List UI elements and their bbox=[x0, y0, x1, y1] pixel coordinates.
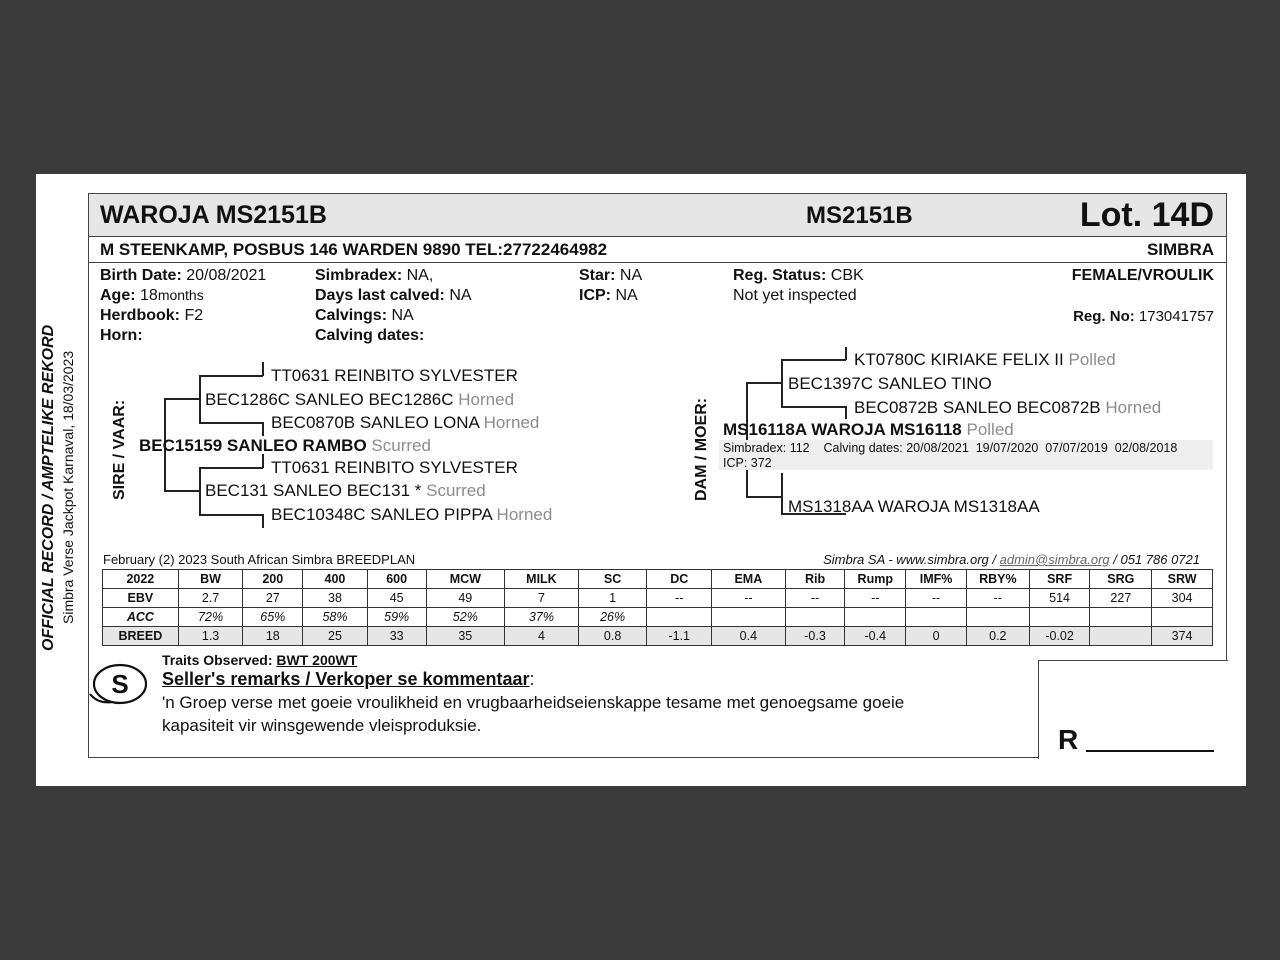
dam-name: MS16118A WAROJA MS16118 Polled bbox=[723, 420, 1014, 439]
sire-sire-bracket-top bbox=[199, 375, 263, 377]
sire-dam-bracket-bottom bbox=[199, 514, 263, 516]
reg-number: Reg. No: 173041757 bbox=[1073, 308, 1214, 325]
horn-label: Horn: bbox=[100, 327, 143, 344]
dam-sire-dam: BEC0872B SANLEO BEC0872B Horned bbox=[854, 398, 1162, 417]
breed-cell: 0 bbox=[906, 627, 967, 646]
dam-icp: ICP: 372 bbox=[723, 456, 772, 470]
acc-cell bbox=[647, 608, 712, 627]
herdbook: Herdbook: F2 bbox=[100, 307, 204, 324]
acc-cell bbox=[845, 608, 906, 627]
dam-sire-dam-tick bbox=[845, 406, 847, 419]
acc-cell: 37% bbox=[505, 608, 579, 627]
ebv-cell: -- bbox=[712, 589, 786, 608]
sire-dam-bracket-top bbox=[199, 467, 263, 469]
breed-name: SIMBRA bbox=[1146, 240, 1214, 259]
dam-sire-bracket-bottom bbox=[781, 406, 846, 408]
calvings: Calvings: NA bbox=[315, 307, 414, 324]
header-cell: RBY% bbox=[966, 570, 1029, 589]
breed-cell: 1.3 bbox=[178, 627, 243, 646]
ebv-cell: 2.7 bbox=[178, 589, 243, 608]
acc-cell: 52% bbox=[426, 608, 505, 627]
dam-simbradex: Simbradex: 112 Calving dates: 20/08/2021 19/07/2020 07/07/2019 02/08/2018 bbox=[723, 441, 1178, 455]
acc-cell: 72% bbox=[178, 608, 243, 627]
star: Star: NA bbox=[579, 267, 643, 284]
sire-sire-bracket-bottom bbox=[199, 422, 263, 424]
breed-cell: 25 bbox=[303, 627, 368, 646]
breed-cell: 0.2 bbox=[966, 627, 1029, 646]
sire-sire-sire: TT0631 REINBITO SYLVESTER bbox=[271, 366, 518, 385]
header-cell: SRF bbox=[1029, 570, 1090, 589]
breed-cell: -0.3 bbox=[785, 627, 845, 646]
price-label: R bbox=[1058, 724, 1079, 755]
dam-sire-bracket-top bbox=[781, 359, 846, 361]
remarks-line-1: 'n Groep verse met goeie vroulikheid en vrugbaarheidseienskappe tesame met genoegsame goeie bbox=[162, 693, 905, 712]
acc-cell: 58% bbox=[303, 608, 368, 627]
header-cell: MILK bbox=[505, 570, 579, 589]
days-last-calved: Days last calved: NA bbox=[315, 287, 472, 304]
ebv-cell: -- bbox=[647, 589, 712, 608]
dam-dam-tick bbox=[262, 514, 264, 528]
sire-dam-bracket bbox=[199, 467, 201, 515]
sire-dam-tick bbox=[262, 422, 264, 436]
price-entry-line[interactable] bbox=[1086, 750, 1214, 752]
header-cell: Rump bbox=[845, 570, 906, 589]
ebv-cell: 45 bbox=[367, 589, 426, 608]
dam-label: DAM / MOER: bbox=[693, 397, 710, 501]
ebv-cell: 304 bbox=[1152, 589, 1213, 608]
header-cell: 600 bbox=[367, 570, 426, 589]
acc-cell: 59% bbox=[367, 608, 426, 627]
breed-cell: 35 bbox=[426, 627, 505, 646]
ebv-cell: 514 bbox=[1029, 589, 1090, 608]
breed-row-label: BREED bbox=[103, 627, 179, 646]
header-cell: DC bbox=[647, 570, 712, 589]
header-cell: 400 bbox=[303, 570, 368, 589]
contact-email-link[interactable]: admin@simbra.org bbox=[999, 552, 1110, 567]
dam-bracket-top bbox=[746, 382, 782, 384]
dam-sire-tick bbox=[262, 454, 264, 468]
acc-cell: 26% bbox=[578, 608, 647, 627]
dam-bracket-bottom bbox=[746, 496, 782, 498]
acc-cell bbox=[966, 608, 1029, 627]
acc-cell bbox=[1090, 608, 1152, 627]
svg-text:S: S bbox=[111, 669, 129, 699]
dam-sire: BEC1397C SANLEO TINO bbox=[788, 374, 992, 393]
header-cell: MCW bbox=[426, 570, 505, 589]
header-cell: EMA bbox=[712, 570, 786, 589]
reg-status: Reg. Status: CBK bbox=[733, 267, 864, 284]
sire-name: BEC15159 SANLEO RAMBO Scurred bbox=[139, 436, 431, 455]
acc-row-label: ACC bbox=[103, 608, 179, 627]
acc-cell bbox=[712, 608, 786, 627]
ebv-table-header-row bbox=[103, 570, 1213, 589]
simbradex: Simbradex: NA, bbox=[315, 267, 434, 284]
acc-cell bbox=[1029, 608, 1090, 627]
birth-date: Birth Date: 20/08/2021 bbox=[100, 267, 267, 284]
sire-label: SIRE / VAAR: bbox=[111, 399, 128, 500]
dam-dam: MS1318AA WAROJA MS1318AA bbox=[788, 497, 1040, 516]
lot-number: Lot. 14D bbox=[1079, 196, 1214, 234]
sire-bracket-bottom bbox=[164, 490, 200, 492]
icp: ICP: NA bbox=[579, 287, 638, 304]
animal-title: WAROJA MS2151B bbox=[100, 201, 327, 229]
animal-id-code: MS2151B bbox=[806, 202, 913, 229]
breed-average-row bbox=[103, 627, 1213, 646]
acc-cell: 65% bbox=[243, 608, 303, 627]
acc-row bbox=[103, 608, 1213, 627]
breed-cell: -1.1 bbox=[647, 627, 712, 646]
breed-cell: 0.4 bbox=[712, 627, 786, 646]
sire-dam-sire: TT0631 REINBITO SYLVESTER bbox=[271, 458, 518, 477]
header-cell: Rib bbox=[785, 570, 845, 589]
ebv-cell: 7 bbox=[505, 589, 579, 608]
breed-cell: 18 bbox=[243, 627, 303, 646]
breed-cell: 4 bbox=[505, 627, 579, 646]
header-row-label: 2022 bbox=[103, 570, 179, 589]
header-cell: 200 bbox=[243, 570, 303, 589]
acc-cell bbox=[785, 608, 845, 627]
acc-cell bbox=[1152, 608, 1213, 627]
official-record-label: OFFICIAL RECORD / AMPTELIKE REKORD bbox=[40, 324, 57, 651]
remarks-heading: Seller's remarks / Verkoper se kommentaar: bbox=[162, 669, 535, 689]
ebv-row-label: EBV bbox=[103, 589, 179, 608]
dam-dam-bracket bbox=[781, 473, 783, 515]
sire-bracket-top bbox=[164, 398, 200, 400]
header-cell: SRG bbox=[1090, 570, 1152, 589]
simbra-logo-icon bbox=[88, 660, 154, 708]
breed-cell: 33 bbox=[367, 627, 426, 646]
event-label: Simbra Verse Jackpot Karnaval, 18/03/2023 bbox=[60, 350, 76, 624]
breed-cell: 374 bbox=[1152, 627, 1213, 646]
breed-cell: -0.4 bbox=[845, 627, 906, 646]
ebv-cell: 49 bbox=[426, 589, 505, 608]
breed-cell bbox=[1090, 627, 1152, 646]
ebv-cell: 27 bbox=[243, 589, 303, 608]
acc-cell bbox=[906, 608, 967, 627]
inspection-status: Not yet inspected bbox=[733, 287, 857, 304]
ebv-row bbox=[103, 589, 1213, 608]
dam-sire-bracket bbox=[781, 359, 783, 407]
contact-line: Simbra SA - www.simbra.org / admin@simbra.org / 051 786 0721 bbox=[823, 552, 1200, 567]
ebv-cell: -- bbox=[845, 589, 906, 608]
sex-label: FEMALE/VROULIK bbox=[1071, 267, 1214, 284]
ebv-cell: -- bbox=[966, 589, 1029, 608]
header-cell: SC bbox=[578, 570, 647, 589]
ebv-cell: 38 bbox=[303, 589, 368, 608]
calving-dates-label: Calving dates: bbox=[315, 327, 425, 344]
dam-sire-sire-tick bbox=[845, 347, 847, 360]
header-cell: IMF% bbox=[906, 570, 967, 589]
dam-sire-sire: KT0780C KIRIAKE FELIX II Polled bbox=[854, 350, 1116, 369]
ebv-cell: -- bbox=[785, 589, 845, 608]
age: Age: 18months bbox=[100, 287, 204, 304]
sire-sire-dam: BEC0870B SANLEO LONA Horned bbox=[271, 413, 540, 432]
ebv-cell: 1 bbox=[578, 589, 647, 608]
ebv-cell: 227 bbox=[1090, 589, 1152, 608]
sire-sire-bracket bbox=[199, 375, 201, 423]
breed-cell: -0.02 bbox=[1029, 627, 1090, 646]
sire-sire-tick bbox=[262, 362, 264, 376]
ebv-table bbox=[102, 569, 1213, 646]
sire-sire: BEC1286C SANLEO BEC1286C Horned bbox=[205, 390, 515, 409]
ebv-cell: -- bbox=[906, 589, 967, 608]
breedplan-note: February (2) 2023 South African Simbra BREEDPLAN bbox=[103, 552, 416, 567]
sire-dam: BEC131 SANLEO BEC131 * Scurred bbox=[205, 481, 486, 500]
sire-dam-dam: BEC10348C SANLEO PIPPA Horned bbox=[271, 505, 553, 524]
traits-observed: Traits Observed: BWT 200WT bbox=[162, 652, 358, 668]
header-cell: SRW bbox=[1152, 570, 1213, 589]
remarks-line-2: kapasiteit vir winsgewende vleisproduksie. bbox=[162, 716, 482, 735]
breed-cell: 0.8 bbox=[578, 627, 647, 646]
header-cell: BW bbox=[178, 570, 243, 589]
owner-line: M STEENKAMP, POSBUS 146 WARDEN 9890 TEL:27722464982 bbox=[100, 240, 608, 259]
